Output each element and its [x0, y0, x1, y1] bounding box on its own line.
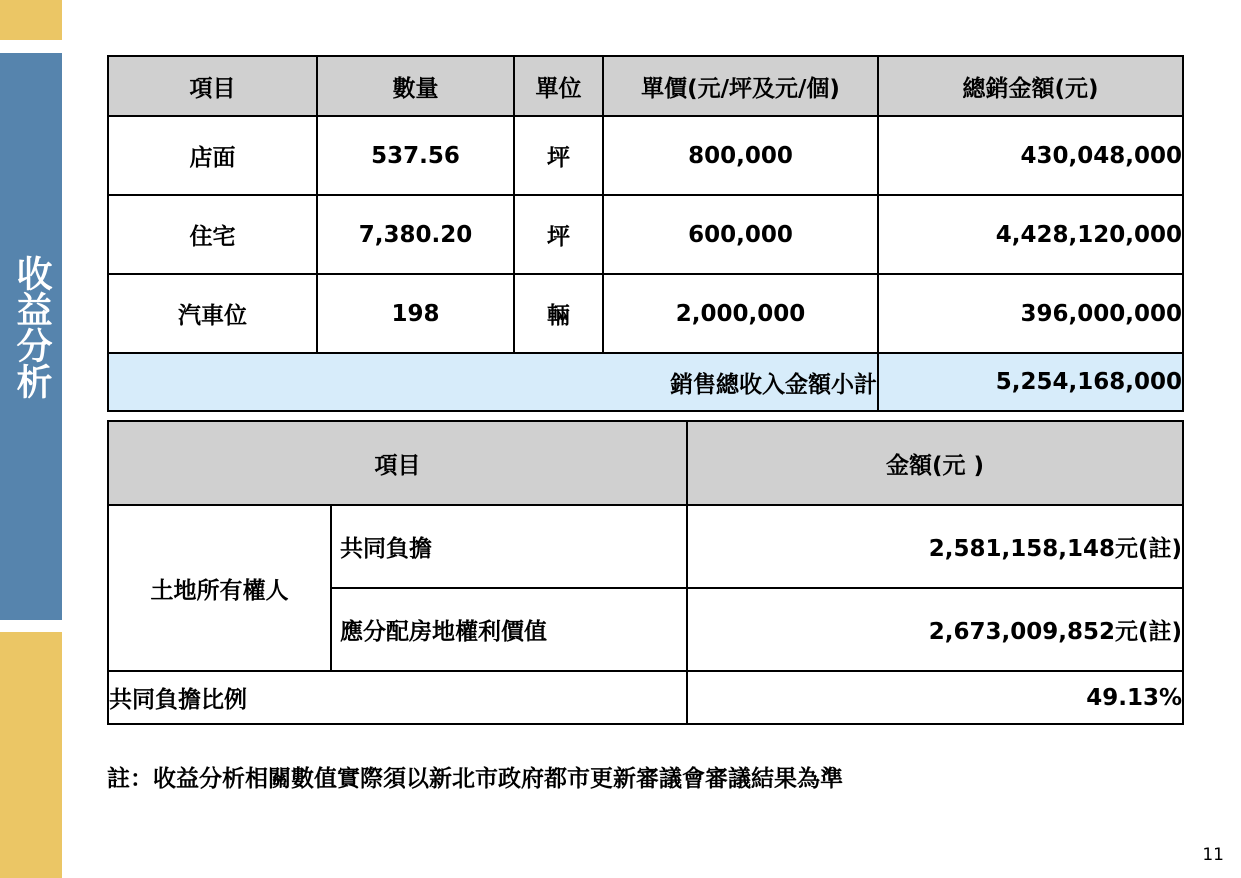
table-row — [108, 274, 1183, 353]
cell-unit: 坪 — [514, 195, 603, 274]
cell-quantity: 537.56 — [317, 116, 514, 195]
share-table-header — [108, 421, 1183, 505]
cell-item: 應分配房地權利價值 — [331, 588, 687, 671]
cell-item: 住宅 — [108, 195, 317, 274]
cell-item: 共同負擔 — [331, 505, 687, 588]
header-item: 項目 — [108, 421, 687, 505]
subtotal-label: 銷售總收入金額小計 — [108, 353, 878, 411]
header-amount: 金額(元 ) — [687, 421, 1183, 505]
cell-amount: 2,673,009,852元(註) — [687, 588, 1183, 671]
ratio-value: 49.13% — [687, 671, 1183, 724]
subtotal-row — [108, 353, 1183, 411]
share-table — [107, 420, 1184, 725]
section-title: 收益分析 — [11, 255, 52, 399]
owner-label: 土地所有權人 — [108, 505, 331, 671]
cell-total: 430,048,000 — [878, 116, 1183, 195]
cell-item: 店面 — [108, 116, 317, 195]
top-accent-bar — [0, 0, 62, 40]
cell-quantity: 7,380.20 — [317, 195, 514, 274]
header-unit: 單位 — [514, 56, 603, 116]
ratio-label: 共同負擔比例 — [108, 671, 687, 724]
sales-table — [107, 55, 1184, 412]
cell-total: 396,000,000 — [878, 274, 1183, 353]
bottom-accent-bar — [0, 632, 62, 878]
cell-unit-price: 2,000,000 — [603, 274, 878, 353]
header-unit-price: 單價(元/坪及元/個) — [603, 56, 878, 116]
sales-table-header — [108, 56, 1183, 116]
footnote: 註：收益分析相關數值實際須以新北市政府都市更新審議會審議結果為準 — [107, 766, 843, 792]
cell-unit: 輛 — [514, 274, 603, 353]
cell-unit-price: 600,000 — [603, 195, 878, 274]
subtotal-value: 5,254,168,000 — [878, 353, 1183, 411]
cell-total: 4,428,120,000 — [878, 195, 1183, 274]
page-number: 11 — [1202, 845, 1224, 865]
cell-item: 汽車位 — [108, 274, 317, 353]
table-row — [108, 116, 1183, 195]
cell-unit: 坪 — [514, 116, 603, 195]
table-row — [108, 195, 1183, 274]
header-total-sales: 總銷金額(元) — [878, 56, 1183, 116]
table-row — [108, 505, 1183, 588]
cell-quantity: 198 — [317, 274, 514, 353]
header-item: 項目 — [108, 56, 317, 116]
ratio-row — [108, 671, 1183, 724]
cell-unit-price: 800,000 — [603, 116, 878, 195]
cell-amount: 2,581,158,148元(註) — [687, 505, 1183, 588]
header-quantity: 數量 — [317, 56, 514, 116]
